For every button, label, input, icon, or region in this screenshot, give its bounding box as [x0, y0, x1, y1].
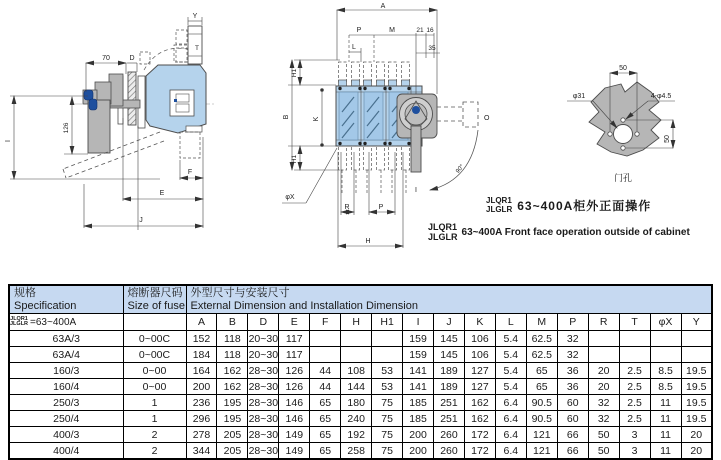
- dimension-cell: 162: [217, 363, 248, 379]
- dimension-cell: 60: [557, 395, 588, 411]
- dim-column-letter: Y: [681, 314, 712, 331]
- caption-en: [428, 222, 690, 242]
- dimension-cell: 32: [557, 331, 588, 347]
- bottom-terminal-bolt: [186, 126, 202, 132]
- dimension-cell: 75: [372, 411, 403, 427]
- dimension-cell: 117: [279, 331, 310, 347]
- spec-row: [9, 331, 712, 347]
- door-hole-caption: 门孔: [613, 173, 633, 183]
- dimension-cell: 2.5: [619, 411, 650, 427]
- dimension-cell: 6.4: [495, 443, 526, 460]
- dimension-cell: 32: [588, 395, 619, 411]
- dimension-cell: 144: [341, 379, 372, 395]
- dimension-cell: [650, 347, 681, 363]
- dimension-cell: 172: [464, 427, 495, 443]
- dimension-cell: 20: [681, 427, 712, 443]
- dim-label-50-right: 50: [664, 135, 671, 143]
- dimension-cell: 28~30: [248, 428, 279, 441]
- dim-label-i: I: [5, 140, 12, 142]
- dimension-cell: 251: [434, 395, 465, 411]
- dim-label-j: J: [139, 217, 143, 224]
- spec-cell: 63A/3: [9, 331, 123, 347]
- dimension-cell: 19.5: [681, 363, 712, 379]
- dimension-cell: 5.4: [495, 363, 526, 379]
- dimension-cell: 162: [464, 411, 495, 427]
- handle-bar: [411, 126, 421, 172]
- dimension-cell: 75: [372, 443, 403, 460]
- dim-column-letter: E: [279, 314, 310, 331]
- dimension-cell: 32: [588, 411, 619, 427]
- dimension-cell: 50: [588, 443, 619, 460]
- dimension-cell: 296: [186, 411, 217, 427]
- spec-cell: 400/4: [9, 443, 123, 460]
- dimension-cell: 126: [279, 363, 310, 379]
- dimension-cell: 36: [557, 363, 588, 379]
- dim-label-i: I: [415, 187, 417, 194]
- top-terminals: [339, 62, 410, 87]
- dim-label-70: 70: [102, 55, 110, 62]
- dimension-cell: [310, 347, 341, 363]
- dimension-cell: 106: [464, 331, 495, 347]
- dimension-cell: 53: [372, 363, 403, 379]
- dim-label-h: H: [365, 238, 371, 245]
- dim-label-m: M: [389, 27, 395, 34]
- dimension-cell: 172: [464, 443, 495, 460]
- phantom-handle-horizontal: [437, 102, 478, 127]
- door-hole-drawing: [555, 40, 721, 205]
- dimension-cell: [681, 347, 712, 363]
- spec-row: [9, 443, 712, 460]
- dimension-cell: 20~30: [248, 348, 279, 361]
- side-view-drawing: [0, 0, 230, 250]
- dimension-cell: 278: [186, 427, 217, 443]
- dim-column-letter: R: [588, 314, 619, 331]
- dimension-cell: 192: [341, 427, 372, 443]
- dim-label-4phi45: 4-φ4.5: [650, 93, 672, 100]
- dimension-cell: 240: [341, 411, 372, 427]
- dimension-cell: 65: [310, 411, 341, 427]
- model-names: [428, 222, 458, 242]
- fuse-size-cell: 2: [123, 427, 186, 443]
- dimension-cell: 127: [464, 363, 495, 379]
- dim-column-letter: F: [310, 314, 341, 331]
- header-spec-en: Specification: [14, 299, 77, 312]
- dimension-cell: 11: [650, 443, 681, 460]
- phantom-handle-diagonal: [63, 132, 164, 178]
- dimension-cell: 6.4: [495, 427, 526, 443]
- dimension-cell: 2.5: [619, 379, 650, 395]
- dim-label-r: R: [344, 204, 350, 211]
- dimension-cell: 164: [186, 363, 217, 379]
- dimension-cell: 106: [464, 347, 495, 363]
- dimension-cell: 32: [557, 347, 588, 363]
- fuse-size-cell: 0~00: [123, 379, 186, 395]
- dimension-cell: 90.5: [526, 411, 557, 427]
- dim-label-f: F: [187, 169, 193, 176]
- dimension-cell: 200: [186, 379, 217, 395]
- model-jlglr: JLGLR: [428, 232, 458, 242]
- phantom-box-small: [140, 52, 150, 64]
- dimension-cell: 189: [434, 379, 465, 395]
- dimension-cell: 149: [279, 427, 310, 443]
- header-dim-cn: 外型尺寸与安装尺寸: [190, 287, 290, 299]
- dimension-cell: 195: [217, 411, 248, 427]
- dimension-cell: 205: [217, 443, 248, 460]
- dimension-cell: 149: [279, 443, 310, 460]
- spec-cell: 250/4: [9, 411, 123, 427]
- dimension-cell: 11: [650, 395, 681, 411]
- dim-column-letter: M: [526, 314, 557, 331]
- dimension-cell: 180: [341, 395, 372, 411]
- dim-column-letter: I: [403, 314, 434, 331]
- dimension-cell: 60: [557, 411, 588, 427]
- dimension-cell: 205: [217, 427, 248, 443]
- caption-en-text: 63~400A Front face operation outside of cabinet: [461, 226, 690, 238]
- dimension-cell: 28~30: [248, 412, 279, 425]
- dimension-cell: 162: [464, 395, 495, 411]
- dim-label-phi31: φ31: [572, 93, 586, 100]
- dimension-cell: [372, 347, 403, 363]
- dimension-cell: 118: [217, 331, 248, 347]
- dim-label-h1-top: H1: [291, 68, 298, 78]
- dim-label-phix: φX: [285, 194, 295, 201]
- dimension-cell: 141: [403, 363, 434, 379]
- model-range-cell: [9, 314, 123, 331]
- current-range: =63~400A: [30, 316, 77, 328]
- mechanism-dot: [174, 99, 177, 102]
- dimension-cell: 5.4: [495, 331, 526, 347]
- dimension-cell: 75: [372, 427, 403, 443]
- dimension-cell: 20: [588, 379, 619, 395]
- dim-label-126: 126: [63, 122, 70, 134]
- dim-column-letter: H: [341, 314, 372, 331]
- header-fuse-cn: 熔断器尺码: [127, 287, 183, 299]
- dimension-cell: 145: [434, 331, 465, 347]
- dim-label-o: O: [484, 115, 490, 122]
- header-fuse-en: Size of fuse: [127, 299, 185, 312]
- fuse-size-cell: 2: [123, 443, 186, 460]
- caption-cn: [486, 196, 651, 214]
- dimension-cell: 65: [310, 443, 341, 460]
- dimension-cell: 75: [372, 395, 403, 411]
- fuse-size-cell: 1: [123, 395, 186, 411]
- model-jlglr: JLGLR: [10, 321, 29, 327]
- dimension-cell: 108: [341, 363, 372, 379]
- dimension-cell: 62.5: [526, 331, 557, 347]
- dimension-cell: 28~30: [248, 380, 279, 393]
- dimension-cell: 8.5: [650, 379, 681, 395]
- dimension-cell: 6.4: [495, 411, 526, 427]
- dimension-cell: 162: [217, 379, 248, 395]
- terminal-dashed: [176, 48, 187, 62]
- model-jlglr: JLGLR: [486, 205, 513, 214]
- dimension-cell: 195: [217, 395, 248, 411]
- dimension-cell: 6.4: [495, 395, 526, 411]
- dimension-cell: [619, 331, 650, 347]
- dimension-cell: 141: [403, 379, 434, 395]
- dimension-cell: 258: [341, 443, 372, 460]
- model-jlqr1: JLQR1: [428, 222, 458, 232]
- dimension-cell: 146: [279, 395, 310, 411]
- dim-label-y: Y: [192, 13, 198, 20]
- dimension-cell: [619, 347, 650, 363]
- fuse-size-cell: 1: [123, 411, 186, 427]
- fuse-size-cell: 0~00C: [123, 347, 186, 363]
- spec-cell: 400/3: [9, 427, 123, 443]
- dimension-cell: 117: [279, 347, 310, 363]
- dimension-cell: 65: [526, 363, 557, 379]
- dim-column-letter: P: [557, 314, 588, 331]
- dim-column-letter: D: [248, 314, 279, 331]
- handle-blue-cap: [89, 99, 97, 110]
- dimension-cell: 152: [186, 331, 217, 347]
- dimension-cell: [650, 331, 681, 347]
- dimension-cell: 53: [372, 379, 403, 395]
- caption-cn-text: 63~400A柜外正面操作: [517, 198, 652, 213]
- dimension-cell: [681, 331, 712, 347]
- dimension-cell: 200: [403, 443, 434, 460]
- dimension-cell: 118: [217, 347, 248, 363]
- bottom-terminals: [339, 146, 410, 195]
- dim-label-p-bottom: P: [378, 204, 384, 211]
- table-header-row: [9, 285, 712, 314]
- dimension-cell: 20: [681, 443, 712, 460]
- dim-column-letter: H1: [372, 314, 403, 331]
- dimension-cell: 251: [434, 411, 465, 427]
- dimension-cell: 19.5: [681, 379, 712, 395]
- dimension-cell: 11: [650, 411, 681, 427]
- dimension-cell: 260: [434, 427, 465, 443]
- dimension-cell: 189: [434, 363, 465, 379]
- dimension-cell: 44: [310, 379, 341, 395]
- dimension-cell: 44: [310, 363, 341, 379]
- spec-cell: 160/3: [9, 363, 123, 379]
- dimension-cell: 5.4: [495, 379, 526, 395]
- dimension-cell: 20: [588, 363, 619, 379]
- dim-column-letter: A: [186, 314, 217, 331]
- dimension-cell: 146: [279, 411, 310, 427]
- model-names: [486, 196, 512, 214]
- specification-table: [8, 284, 713, 460]
- dimension-cell: [341, 331, 372, 347]
- header-spec-cn: 规格: [14, 287, 36, 299]
- spec-row: [9, 379, 712, 395]
- dim-label-90deg: 90°: [455, 163, 466, 175]
- dimension-cell: 185: [403, 395, 434, 411]
- model-jlqr1: JLQR1: [10, 315, 28, 322]
- lower-terminal-dashed: [180, 132, 200, 158]
- dimension-cell: 260: [434, 443, 465, 460]
- dim-column-letter: L: [495, 314, 526, 331]
- model-jlqr1: JLQR1: [486, 196, 512, 205]
- dimension-cell: 50: [588, 427, 619, 443]
- dimension-cell: 121: [526, 443, 557, 460]
- dimension-cell: 145: [434, 347, 465, 363]
- spec-row: [9, 395, 712, 411]
- dimension-cell: 11: [650, 427, 681, 443]
- table-subheader-row: [9, 314, 712, 331]
- dimension-cell: 66: [557, 427, 588, 443]
- fuse-size-cell: 0~00C: [123, 331, 186, 347]
- dimension-cell: 159: [403, 331, 434, 347]
- dimension-cell: 28~30: [248, 443, 279, 460]
- terminal-dashed: [176, 30, 187, 44]
- dim-column-letter: T: [619, 314, 650, 331]
- dimension-cell: 28~30: [248, 364, 279, 377]
- header-fuse-size: [123, 285, 186, 314]
- dimension-cell: 66: [557, 443, 588, 460]
- dimension-cell: 28~30: [248, 396, 279, 409]
- dim-label-p-top: P: [356, 27, 362, 34]
- dim-label-l: L: [352, 44, 356, 51]
- handle-blue-cap: [84, 90, 93, 100]
- dimension-cell: 185: [403, 411, 434, 427]
- dim-column-letter: B: [217, 314, 248, 331]
- spec-cell: 250/3: [9, 395, 123, 411]
- dim-label-a: A: [380, 3, 386, 10]
- dimension-cell: 126: [279, 379, 310, 395]
- dimension-cell: [310, 331, 341, 347]
- dim-label-h1-bottom: H1: [291, 154, 298, 164]
- dimension-cell: 200: [403, 427, 434, 443]
- dimension-cell: 2.5: [619, 363, 650, 379]
- dimension-cell: 36: [557, 379, 588, 395]
- dimension-cell: 5.4: [495, 347, 526, 363]
- dimension-cell: 127: [464, 379, 495, 395]
- dim-column-letter: J: [434, 314, 465, 331]
- dimension-cell: 121: [526, 427, 557, 443]
- empty-cell: [123, 314, 186, 331]
- dim-label-e: E: [159, 190, 165, 197]
- dim-label-b: B: [283, 114, 290, 120]
- dimension-cell: [372, 331, 403, 347]
- spec-cell: 63A/4: [9, 347, 123, 363]
- rotation-arc: [430, 130, 478, 190]
- dim-column-letter: K: [464, 314, 495, 331]
- dim-label-t: T: [195, 45, 199, 52]
- dim-label-21: 21: [416, 27, 424, 34]
- dimension-cell: 20~30: [248, 332, 279, 345]
- dimension-cell: 19.5: [681, 411, 712, 427]
- dimension-cell: 344: [186, 443, 217, 460]
- header-specification: [9, 285, 123, 314]
- spec-row: [9, 347, 712, 363]
- spec-cell: 160/4: [9, 379, 123, 395]
- dim-column-letter: φX: [650, 314, 681, 331]
- dimension-cell: 19.5: [681, 395, 712, 411]
- dimension-cell: 8.5: [650, 363, 681, 379]
- dimension-cell: 3: [619, 443, 650, 460]
- spec-row: [9, 427, 712, 443]
- header-dim-en: External Dimension and Installation Dimension: [190, 299, 418, 312]
- dimension-cell: 236: [186, 395, 217, 411]
- dimension-cell: 184: [186, 347, 217, 363]
- dimension-cell: [341, 347, 372, 363]
- dimension-cell: 3: [619, 427, 650, 443]
- dimension-cell: [588, 347, 619, 363]
- dim-label-35: 35: [428, 45, 436, 52]
- dimension-cell: 65: [526, 379, 557, 395]
- dim-label-d: D: [129, 55, 135, 62]
- fuse-size-cell: 0~00: [123, 363, 186, 379]
- dimension-cell: 62.5: [526, 347, 557, 363]
- header-dimensions: [186, 285, 712, 314]
- table-body: [9, 331, 712, 460]
- spec-row: [9, 411, 712, 427]
- dimension-cell: [588, 331, 619, 347]
- dim-label-50-top: 50: [619, 65, 627, 72]
- dimension-cell: 2.5: [619, 395, 650, 411]
- handle-blue-dot: [412, 106, 420, 114]
- dimension-cell: 90.5: [526, 395, 557, 411]
- dimension-cell: 65: [310, 395, 341, 411]
- spec-row: [9, 363, 712, 379]
- panel-hatched: [128, 72, 136, 125]
- dimension-cell: 65: [310, 427, 341, 443]
- dim-label-k: K: [313, 116, 320, 122]
- dim-label-16: 16: [426, 27, 434, 34]
- dimension-cell: 159: [403, 347, 434, 363]
